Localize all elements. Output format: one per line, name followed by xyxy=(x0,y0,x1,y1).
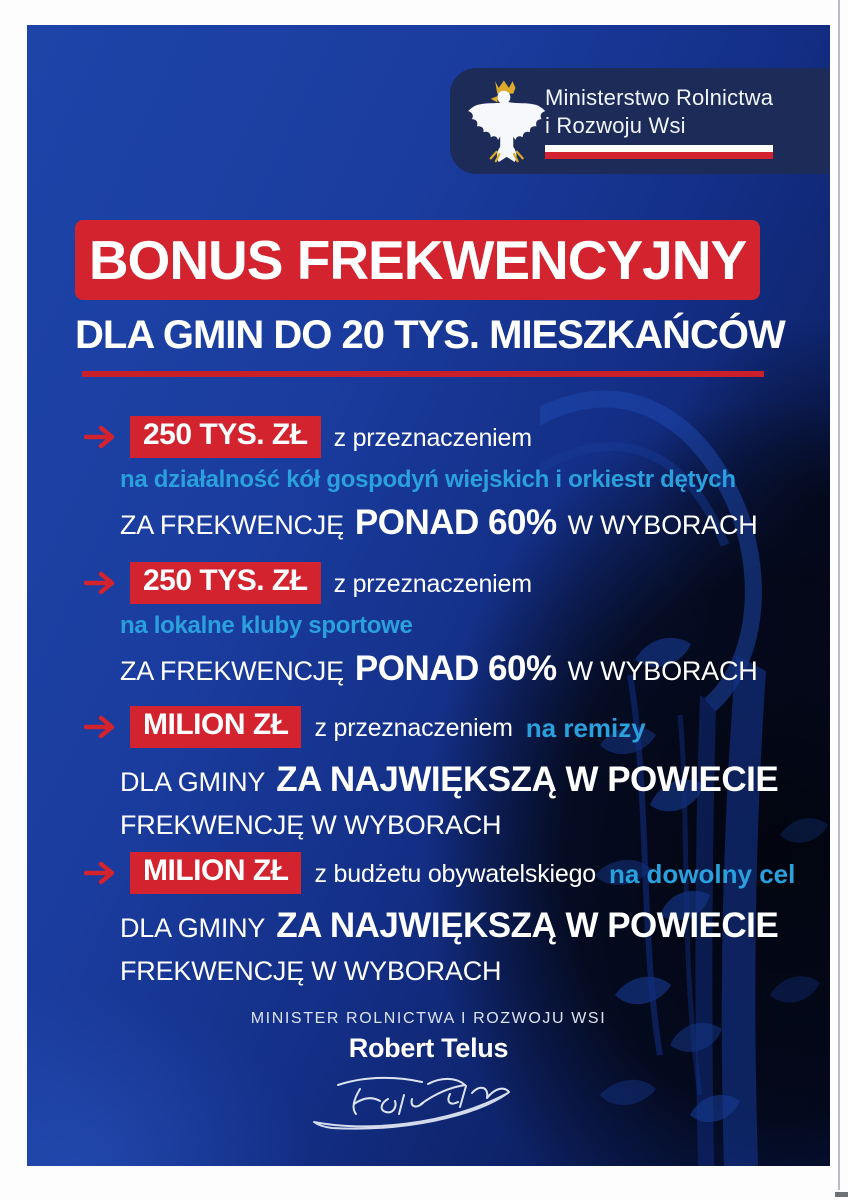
bullet-condition xyxy=(120,649,810,689)
condition-post: W WYBORACH xyxy=(567,510,758,540)
condition-strong: PONAD 60% xyxy=(354,649,557,688)
poster-subtitle: DLA GMIN DO 20 TYS. MIESZKAŃCÓW xyxy=(75,313,785,357)
condition-line2: FREKWENCJĘ W WYBORACH xyxy=(120,956,502,986)
red-arrow-icon xyxy=(84,571,117,595)
red-arrow-icon xyxy=(84,715,117,739)
condition-pre: ZA FREKWENCJĘ xyxy=(120,656,344,686)
bullet-purpose-highlight: na lokalne kluby sportowe xyxy=(120,612,413,639)
bullet-purpose-inline: na dowolny cel xyxy=(608,858,796,889)
bullet-250tys-kgw xyxy=(84,416,810,543)
condition-post: W WYBORACH xyxy=(567,656,758,686)
minister-name: Robert Telus xyxy=(348,1033,509,1063)
bullet-condition xyxy=(120,906,810,946)
signature-icon xyxy=(304,1069,544,1135)
polish-eagle-icon xyxy=(466,76,546,168)
scanner-edge-line xyxy=(838,0,840,1190)
divider-line xyxy=(82,371,764,377)
poster-title: BONUS FREKWENCYJNY xyxy=(88,229,747,291)
bullet-purpose-highlight: na działalność kół gospodyń wiejskich i orkiestr dętych xyxy=(120,466,736,493)
condition-pre: DLA GMINY xyxy=(120,767,266,797)
poster-background xyxy=(27,25,830,1166)
eagle-body-wings xyxy=(468,102,545,162)
amount-badge: 250 TYS. ZŁ xyxy=(130,416,321,458)
ministry-name-line2: i Rozwoju Wsi xyxy=(545,113,686,138)
ministry-name-line1: Ministerstwo Rolnictwa xyxy=(545,85,774,110)
condition-pre: ZA FREKWENCJĘ xyxy=(120,510,344,540)
title-banner xyxy=(75,220,760,300)
condition-strong: ZA NAJWIĘKSZĄ W POWIECIE xyxy=(276,760,779,799)
bullet-intro: z przeznaczeniem xyxy=(333,423,532,452)
red-arrow-icon xyxy=(84,861,117,885)
eagle-beak xyxy=(491,96,498,103)
condition-line2: FREKWENCJĘ W WYBORACH xyxy=(120,810,502,840)
bullet-250tys-sport xyxy=(84,562,810,689)
bullet-intro: z przeznaczeniem xyxy=(314,713,513,742)
bullet-milion-remizy xyxy=(84,706,810,841)
condition-strong: PONAD 60% xyxy=(354,503,557,542)
bullet-intro: z budżetu obywatelskiego xyxy=(314,859,596,888)
ministry-name xyxy=(545,84,773,140)
bullet-milion-budzet xyxy=(84,852,810,987)
red-arrow-icon xyxy=(84,425,117,449)
condition-strong: ZA NAJWIĘKSZĄ W POWIECIE xyxy=(276,906,779,945)
bullet-condition xyxy=(120,503,810,543)
bullet-condition xyxy=(120,760,810,800)
scanner-corner-mark xyxy=(835,1192,848,1197)
amount-badge: MILION ZŁ xyxy=(130,706,301,748)
amount-badge: 250 TYS. ZŁ xyxy=(130,562,321,604)
bullet-purpose-inline: na remizy xyxy=(525,712,646,743)
ministry-logo-box xyxy=(450,68,830,174)
amount-badge: MILION ZŁ xyxy=(130,852,301,894)
flag-red-bar xyxy=(545,152,773,159)
condition-pre: DLA GMINY xyxy=(120,913,266,943)
bullet-intro: z przeznaczeniem xyxy=(333,569,532,598)
minister-title: MINISTER ROLNICTWA I ROZWOJU WSI xyxy=(250,1010,607,1027)
flag-white-bar xyxy=(545,145,773,152)
poland-flag-stripe xyxy=(545,145,773,159)
